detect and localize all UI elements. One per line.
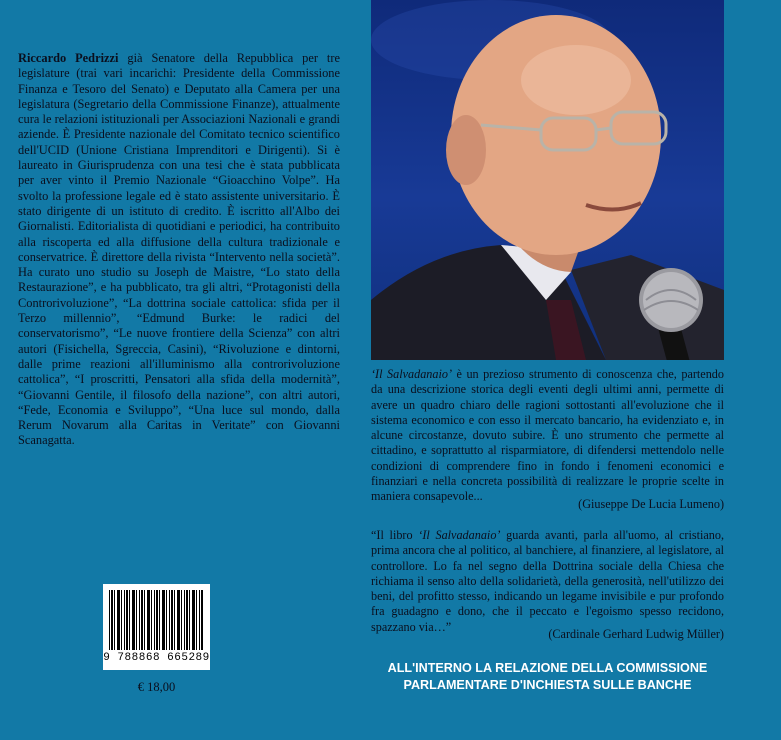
quote-prefix: “Il libro: [371, 528, 419, 542]
quote-muller: [371, 528, 724, 635]
tagline-line-1: ALL'INTERNO LA RELAZIONE DELLA COMMISSIONE: [387, 661, 708, 675]
tagline-line-2: PARLAMENTARE D'INCHIESTA SULLE BANCHE: [403, 677, 692, 692]
author-photo: [371, 0, 724, 360]
author-name: Riccardo Pedrizzi: [18, 51, 119, 65]
quote-text: è un prezioso strumento di conoscenza che, partendo da una descrizione storica degli eventi degli ultimi anni, permette di avere un quadro chiaro delle ragioni sottostanti all'evoluzione che il sistema economico e con esso il mercato bancario, ha evidenziato e, in alcune circostanze, dovuto subire. È uno strumento che permette al cittadino, e soprattutto al risparmiatore, di difendersi mettendolo nelle condizioni di comprendere fino in fondo i fenomeni economici e finanziari e nella concreta possibilità di realizzare le proprie scelte in maniera consapevole...: [371, 367, 724, 504]
quote-text: guarda avanti, parla all'uomo, al cristiano, prima ancora che al politico, al banchiere, al finanziere, al legislatore, al controllore. Lo fa nel segno della Dottrina sociale della Chiesa che richiama il senso alto della solidarietà, della generosità, nell'utilizzo dei beni, del profitto stesso, indicando un legame invisibile e pur profondo fra guadagno e dono, che il peccato e l'egoismo spesso recidono, spazzano via…”: [371, 528, 725, 634]
quote-book-title: ‘Il Salvadanaio’: [418, 528, 501, 542]
isbn-barcode: [103, 584, 210, 670]
commission-tagline: [360, 660, 735, 693]
author-biography: [18, 51, 340, 449]
quote-attribution: (Giuseppe De Lucia Lumeno): [578, 497, 724, 511]
quote-attribution: (Cardinale Gerhard Ludwig Müller): [548, 627, 724, 641]
portrait-illustration: [371, 0, 724, 360]
quote-de-lucia-lumeno: [371, 367, 724, 505]
biography-text: già Senatore della Repubblica per tre legislature (trai vari incarichi: Presidente della Commissione Finanza e Tesoro del Senato) e Deputato alla Camera per una legislatura (Segretario della Commissione Finanze), attualmente cura le relazioni istituzionali per Associazioni Nazionali e grandi aziende. È Presidente nazionale del Comitato tecnico scientifico dell'UCID (Unione Cristiana Imprenditori e Dirigenti). Si è laureato in Giurisprudenza con una tesi che è stata pubblicata per aver vinto il Premio Nazionale “Gioacchino Volpe”. Ha svolto la professione legale ed è stato assistente universitario. È stato dirigente di un istituto di credito. È iscritto all'Albo dei Giornalisti. Editorialista di quotidiani e periodici, ha contribuito alla riscoperta ed alla diffusione della cultura tradizionale e conservatrice. È direttore della rivista “Intervento nella società”. Ha curato uno studio su Joseph de Maistre, “Lo stato della Restaurazione”, e ha pubblicato, tra gli altri, “Protagonisti della Controrivoluzione”, “La dottrina sociale cattolica: sfida per il Terzo millennio”, “Edmund Burke: le radici del conservatorismo”, “Le nuove frontiere della Scienza” con altri autori (Fisichella, Sgreccia, Casini), “Rivoluzione e dintorni, dalle prime reazioni all'illuminismo alla controrivoluzione cattolica”, “I proscritti, Pensatori alla sfida della modernità”, “Giovanni Gentile, il filosofo della nazione”, con altri autori, “Fede, Economia e Sviluppo”, “Una luce sul mondo, dalla Rerum Novarum alla Caritas in Veritate” con Giovanni Scanagatta.: [18, 51, 340, 448]
quote-book-title: ‘Il Salvadanaio’: [371, 367, 453, 381]
price: € 18,00: [137, 680, 176, 694]
isbn-number: 9 788868 665289: [103, 652, 210, 664]
barcode-bars: [109, 590, 204, 650]
